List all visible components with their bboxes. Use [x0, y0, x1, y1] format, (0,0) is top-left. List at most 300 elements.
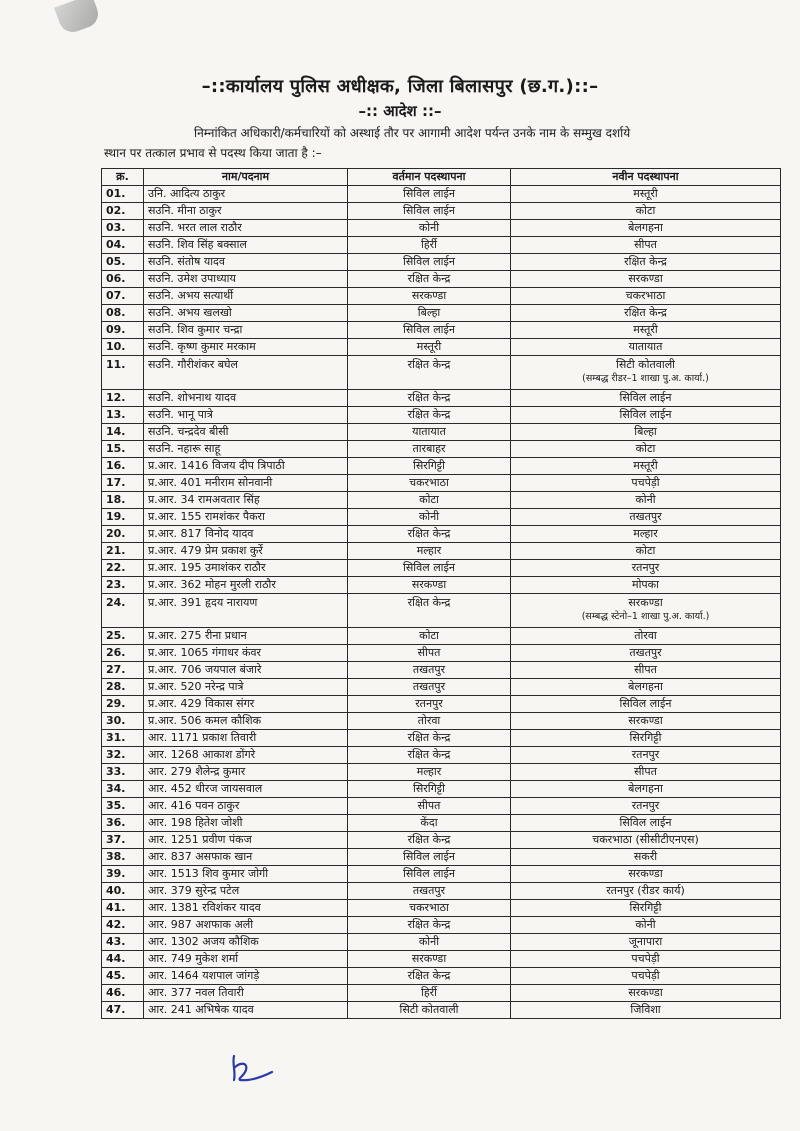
employee-name-cell-text: आर. 1464 यशपाल जांगड़े [148, 969, 260, 982]
employee-name-cell [144, 968, 348, 985]
current-posting-cell [348, 458, 511, 475]
employee-name-cell [144, 883, 348, 900]
new-posting-cell [511, 475, 781, 492]
table-row [102, 509, 781, 526]
employee-name-cell-text: आर. 1381 रविशंकर यादव [148, 901, 261, 914]
current-posting-cell [348, 543, 511, 560]
employee-name-cell-text: आर. 241 अभिषेक यादव [148, 1003, 254, 1016]
table-row [102, 781, 781, 798]
table-row [102, 458, 781, 475]
serial-number-cell-text: 40. [106, 884, 126, 897]
current-posting-cell [348, 407, 511, 424]
table-row [102, 390, 781, 407]
serial-number-cell [102, 509, 144, 526]
serial-number-cell-text: 44. [106, 952, 126, 965]
new-posting-cell [511, 985, 781, 1002]
serial-number-cell [102, 764, 144, 781]
employee-name-cell-text: प्र.आर. 362 मोहन मुरली राठौर [148, 578, 276, 591]
employee-name-cell-text: सउनि. शिव कुमार चन्द्रा [148, 323, 243, 336]
employee-name-cell [144, 322, 348, 339]
serial-number-cell-text: 36. [106, 816, 126, 829]
current-posting-cell-text: कोनी [418, 221, 440, 234]
table-row [102, 968, 781, 985]
serial-number-cell [102, 186, 144, 203]
employee-name-cell [144, 577, 348, 594]
current-posting-cell-text: मल्हार [416, 765, 442, 778]
table-row [102, 186, 781, 203]
new-posting-cell [511, 747, 781, 764]
new-posting-cell-text: सिविल लाईन [619, 697, 672, 710]
table-row [102, 985, 781, 1002]
current-posting-cell-text: रतनपुर [415, 697, 443, 710]
employee-name-cell-text: सउनि. चन्द्रदेव बीसी [148, 425, 229, 438]
current-posting-cell-text: मस्तूरी [416, 340, 442, 353]
serial-number-cell-text: 01. [106, 187, 126, 200]
table-row [102, 356, 781, 390]
new-posting-cell-text: चकरभाठा (सीसीटीएनएस) [592, 833, 699, 846]
new-posting-cell-text: सरकण्डा [628, 986, 663, 999]
serial-number-cell [102, 254, 144, 271]
current-posting-cell-text: रक्षित केन्द्र [407, 358, 451, 371]
current-posting-cell [348, 781, 511, 798]
table-row [102, 339, 781, 356]
current-posting-cell [348, 849, 511, 866]
serial-number-cell [102, 560, 144, 577]
serial-number-cell-text: 12. [106, 391, 126, 404]
new-posting-cell-text: सिविल लाईन [619, 391, 672, 404]
col-header-new-posting: नवीन पदस्थापना [511, 169, 781, 186]
serial-number-cell-text: 47. [106, 1003, 126, 1016]
new-posting-cell [511, 186, 781, 203]
table-row [102, 628, 781, 645]
employee-name-cell [144, 866, 348, 883]
current-posting-cell [348, 679, 511, 696]
employee-name-cell [144, 985, 348, 1002]
employee-name-cell-text: प्र.आर. 506 कमल कौशिक [148, 714, 262, 727]
serial-number-cell [102, 696, 144, 713]
table-row [102, 662, 781, 679]
new-posting-cell [511, 526, 781, 543]
employee-name-cell-text: आर. 1268 आकाश डोंगरे [148, 748, 256, 761]
current-posting-cell [348, 475, 511, 492]
new-posting-cell-text: रतनपुर [631, 799, 660, 812]
current-posting-cell-text: बिल्हा [417, 306, 441, 319]
table-row [102, 475, 781, 492]
serial-number-cell [102, 356, 144, 390]
current-posting-cell [348, 645, 511, 662]
new-posting-cell-text: रतनपुर (रीडर कार्य) [606, 884, 685, 897]
new-posting-cell-text: रतनपुर [631, 748, 660, 761]
new-posting-cell-text: रक्षित केन्द्र [624, 306, 667, 319]
new-posting-cell [511, 390, 781, 407]
new-posting-cell [511, 288, 781, 305]
current-posting-cell-text: सिविल लाईन [402, 561, 456, 574]
serial-number-cell [102, 781, 144, 798]
table-row [102, 849, 781, 866]
employee-name-cell-text: सउनि. अभय खलखो [148, 306, 232, 319]
current-posting-cell-text: हिर्री [420, 238, 438, 251]
table-row [102, 1002, 781, 1019]
employee-name-cell [144, 271, 348, 288]
table-row [102, 934, 781, 951]
serial-number-cell [102, 390, 144, 407]
current-posting-cell [348, 390, 511, 407]
employee-name-cell [144, 543, 348, 560]
employee-name-cell-text: सउनि. अभय सत्यार्थी [148, 289, 234, 302]
current-posting-cell-text: रक्षित केन्द्र [407, 748, 451, 761]
current-posting-cell [348, 900, 511, 917]
new-posting-cell [511, 798, 781, 815]
employee-name-cell [144, 696, 348, 713]
current-posting-cell [348, 288, 511, 305]
employee-name-cell-text: सउनि. संतोष यादव [148, 255, 226, 268]
table-row [102, 441, 781, 458]
table-row [102, 407, 781, 424]
serial-number-cell [102, 815, 144, 832]
table-row [102, 696, 781, 713]
new-posting-cell [511, 356, 781, 390]
new-posting-cell-text: बेलगहना [628, 782, 663, 795]
serial-number-cell [102, 832, 144, 849]
new-posting-cell [511, 407, 781, 424]
table-row [102, 764, 781, 781]
current-posting-cell [348, 832, 511, 849]
table-row [102, 254, 781, 271]
table-row [102, 951, 781, 968]
employee-name-cell [144, 492, 348, 509]
new-posting-cell [511, 441, 781, 458]
current-posting-cell-text: सीपत [417, 799, 441, 812]
new-posting-cell-text: सरकण्डा [628, 272, 663, 285]
new-posting-cell [511, 424, 781, 441]
new-posting-cell [511, 866, 781, 883]
employee-name-cell-text: आर. 198 हितेश जोशी [148, 816, 243, 829]
current-posting-cell [348, 186, 511, 203]
current-posting-cell-text: रक्षित केन्द्र [407, 731, 451, 744]
current-posting-cell-text: सिविल लाईन [402, 204, 456, 217]
serial-number-cell-text: 29. [106, 697, 126, 710]
employee-name-cell-text: आर. 1302 अजय कौशिक [148, 935, 259, 948]
employee-name-cell [144, 339, 348, 356]
table-row [102, 322, 781, 339]
employee-name-cell-text: आर. 837 असफाक खान [148, 850, 253, 863]
table-row [102, 305, 781, 322]
employee-name-cell-text: सउनि. शोभनाथ यादव [148, 391, 237, 404]
current-posting-cell-text: सिटी कोतवाली [399, 1003, 459, 1016]
signature-mark [226, 1050, 276, 1085]
current-posting-cell-text: तोरवा [417, 714, 441, 727]
new-posting-cell-text: सिरगिट्टी [629, 901, 662, 914]
new-posting-cell-text: सिरगिट्टी [629, 731, 662, 744]
employee-name-cell-text: प्र.आर. 817 विनोद यादव [148, 527, 254, 540]
employee-name-cell [144, 679, 348, 696]
new-posting-cell-text: यातायात [628, 340, 663, 353]
new-posting-cell-text: तोरवा [634, 629, 657, 642]
new-posting-cell [511, 968, 781, 985]
new-posting-cell-text: बिल्हा [634, 425, 657, 438]
table-row [102, 747, 781, 764]
current-posting-cell-text: केंदा [420, 816, 438, 829]
serial-number-cell-text: 37. [106, 833, 126, 846]
employee-name-cell [144, 560, 348, 577]
table-row [102, 679, 781, 696]
employee-name-cell [144, 645, 348, 662]
serial-number-cell-text: 18. [106, 493, 126, 506]
current-posting-cell [348, 220, 511, 237]
serial-number-cell-text: 24. [106, 596, 126, 609]
employee-name-cell [144, 424, 348, 441]
order-intro [104, 123, 776, 163]
serial-number-cell-text: 06. [106, 272, 126, 285]
col-header-name: नाम/पदनाम [144, 169, 348, 186]
new-posting-cell-text: रक्षित केन्द्र [624, 255, 667, 268]
serial-number-cell [102, 849, 144, 866]
current-posting-cell-text: चकरभाठा [409, 476, 449, 489]
current-posting-cell [348, 662, 511, 679]
employee-name-cell [144, 832, 348, 849]
employee-name-cell-text: आर. 1251 प्रवीण पंकज [148, 833, 252, 846]
intro-line-2: स्थान पर तत्काल प्रभाव से पदस्थ किया जाता है :– [104, 146, 322, 160]
new-posting-cell [511, 934, 781, 951]
serial-number-cell-text: 03. [106, 221, 126, 234]
new-posting-cell [511, 543, 781, 560]
attachment-note: (सम्बद्ध स्टेनो–1 शाखा पु.अ. कार्या.) [581, 611, 710, 622]
employee-name-cell [144, 509, 348, 526]
current-posting-cell [348, 492, 511, 509]
serial-number-cell [102, 322, 144, 339]
current-posting-cell [348, 424, 511, 441]
current-posting-cell-text: रक्षित केन्द्र [407, 391, 451, 404]
table-row [102, 577, 781, 594]
serial-number-cell-text: 39. [106, 867, 126, 880]
current-posting-cell [348, 339, 511, 356]
current-posting-cell-text: कोनी [418, 935, 440, 948]
employee-name-cell [144, 798, 348, 815]
serial-number-cell [102, 798, 144, 815]
employee-name-cell-text: आर. 416 पवन ठाकुर [148, 799, 240, 812]
current-posting-cell-text: यातायात [412, 425, 446, 438]
serial-number-cell-text: 07. [106, 289, 126, 302]
table-row [102, 526, 781, 543]
serial-number-cell [102, 492, 144, 509]
new-posting-cell-text: तखतपुर [629, 510, 662, 523]
table-row [102, 866, 781, 883]
new-posting-cell-text: सीपत [634, 663, 657, 676]
current-posting-cell [348, 594, 511, 628]
table-row [102, 900, 781, 917]
current-posting-cell-text: सिरगिट्टी [412, 459, 446, 472]
table-row [102, 917, 781, 934]
new-posting-cell [511, 917, 781, 934]
employee-name-cell [144, 237, 348, 254]
current-posting-cell [348, 883, 511, 900]
serial-number-cell [102, 526, 144, 543]
table-row [102, 424, 781, 441]
new-posting-cell [511, 220, 781, 237]
employee-name-cell-text: सउनि. गौरीशंकर बघेल [148, 358, 238, 371]
serial-number-cell-text: 46. [106, 986, 126, 999]
serial-number-cell [102, 441, 144, 458]
serial-number-cell [102, 475, 144, 492]
current-posting-cell-text: सिरगिट्टी [412, 782, 446, 795]
new-posting-cell-text: सिविल लाईन [619, 408, 672, 421]
attachment-note: (सम्बद्ध रीडर–1 शाखा पु.अ. कार्या.) [582, 373, 709, 384]
serial-number-cell-text: 15. [106, 442, 126, 455]
new-posting-cell-text: चकरभाठा [625, 289, 666, 302]
employee-name-cell [144, 1002, 348, 1019]
new-posting-cell [511, 594, 781, 628]
employee-name-cell-text: आर. 749 मुकेश शर्मा [148, 952, 239, 965]
new-posting-cell [511, 781, 781, 798]
new-posting-cell-text: कोटा [635, 544, 656, 557]
new-posting-cell [511, 203, 781, 220]
col-header-current-posting: वर्तमान पदस्थापना [348, 169, 511, 186]
current-posting-cell [348, 934, 511, 951]
serial-number-cell-text: 22. [106, 561, 126, 574]
current-posting-cell [348, 628, 511, 645]
new-posting-cell-text: सीपत [634, 238, 657, 251]
serial-number-cell-text: 26. [106, 646, 126, 659]
current-posting-cell [348, 441, 511, 458]
table-row [102, 492, 781, 509]
new-posting-cell-text: बेलगहना [628, 680, 663, 693]
current-posting-cell [348, 917, 511, 934]
new-posting-cell [511, 832, 781, 849]
serial-number-cell-text: 19. [106, 510, 126, 523]
serial-number-cell-text: 21. [106, 544, 126, 557]
employee-name-cell-text: सउनि. भानू पात्रे [148, 408, 213, 421]
employee-name-cell [144, 594, 348, 628]
new-posting-cell [511, 679, 781, 696]
serial-number-cell-text: 10. [106, 340, 126, 353]
new-posting-cell [511, 322, 781, 339]
current-posting-cell-text: कोटा [419, 629, 439, 642]
serial-number-cell [102, 900, 144, 917]
new-posting-cell [511, 764, 781, 781]
table-row [102, 271, 781, 288]
table-row [102, 730, 781, 747]
employee-name-cell-text: सउनि. कृष्ण कुमार मरकाम [148, 340, 256, 353]
new-posting-cell [511, 492, 781, 509]
employee-name-cell-text: प्र.आर. 391 हृदय नारायण [148, 596, 258, 609]
table-row [102, 220, 781, 237]
table-row [102, 237, 781, 254]
serial-number-cell-text: 33. [106, 765, 126, 778]
current-posting-cell-text: तखतपुर [412, 663, 446, 676]
current-posting-cell-text: सिविल लाईन [402, 323, 456, 336]
serial-number-cell [102, 679, 144, 696]
table-row [102, 832, 781, 849]
employee-name-cell [144, 305, 348, 322]
current-posting-cell [348, 815, 511, 832]
employee-name-cell-text: प्र.आर. 401 मनीराम सोनवानी [148, 476, 273, 489]
new-posting-cell [511, 458, 781, 475]
serial-number-cell [102, 628, 144, 645]
new-posting-cell-text: सीपत [634, 765, 657, 778]
serial-number-cell [102, 747, 144, 764]
serial-number-cell [102, 1002, 144, 1019]
office-title: –::कार्यालय पुलिस अधीक्षक, जिला बिलासपुर (छ.ग.)::– [201, 76, 599, 97]
employee-name-cell-text: आर. 1513 शिव कुमार जोगी [148, 867, 269, 880]
employee-name-cell [144, 900, 348, 917]
employee-name-cell-text: आर. 452 धीरज जायसवाल [148, 782, 263, 795]
new-posting-cell [511, 951, 781, 968]
employee-name-cell [144, 917, 348, 934]
new-posting-cell [511, 305, 781, 322]
new-posting-cell [511, 696, 781, 713]
serial-number-cell [102, 271, 144, 288]
serial-number-cell [102, 543, 144, 560]
new-posting-cell [511, 560, 781, 577]
serial-number-cell [102, 730, 144, 747]
serial-number-cell [102, 594, 144, 628]
current-posting-cell-text: तखतपुर [412, 884, 446, 897]
employee-name-cell [144, 951, 348, 968]
serial-number-cell [102, 917, 144, 934]
table-header-row [102, 169, 781, 186]
current-posting-cell [348, 764, 511, 781]
serial-number-cell-text: 05. [106, 255, 126, 268]
employee-name-cell [144, 288, 348, 305]
employee-name-cell [144, 356, 348, 390]
current-posting-cell [348, 509, 511, 526]
table-row [102, 815, 781, 832]
serial-number-cell-text: 43. [106, 935, 126, 948]
serial-number-cell [102, 713, 144, 730]
table-row [102, 543, 781, 560]
new-posting-cell [511, 1002, 781, 1019]
current-posting-cell-text: सिविल लाईन [402, 850, 456, 863]
current-posting-cell [348, 271, 511, 288]
current-posting-cell-text: सिविल लाईन [402, 867, 456, 880]
serial-number-cell [102, 934, 144, 951]
current-posting-cell [348, 713, 511, 730]
employee-name-cell [144, 407, 348, 424]
serial-number-cell-text: 20. [106, 527, 126, 540]
serial-number-cell [102, 662, 144, 679]
serial-number-cell-text: 31. [106, 731, 126, 744]
table-row [102, 713, 781, 730]
current-posting-cell [348, 322, 511, 339]
table-row [102, 288, 781, 305]
serial-number-cell [102, 305, 144, 322]
new-posting-cell-text: सिविल लाईन [619, 816, 672, 829]
new-posting-cell [511, 628, 781, 645]
current-posting-cell-text: तखतपुर [412, 680, 446, 693]
current-posting-cell [348, 203, 511, 220]
new-posting-cell [511, 271, 781, 288]
new-posting-cell-text: कोटा [635, 204, 656, 217]
employee-name-cell-text: प्र.आर. 155 रामशंकर पैकरा [148, 510, 265, 523]
employee-name-cell-text: प्र.आर. 1065 गंगाधर कंवर [148, 646, 262, 659]
employee-name-cell [144, 730, 348, 747]
serial-number-cell-text: 35. [106, 799, 126, 812]
serial-number-cell-text: 17. [106, 476, 126, 489]
serial-number-cell-text: 28. [106, 680, 126, 693]
serial-number-cell-text: 08. [106, 306, 126, 319]
new-posting-cell-text: पचपेड़ी [631, 952, 660, 965]
employee-name-cell-text: आर. 1171 प्रकाश तिवारी [148, 731, 257, 744]
serial-number-cell [102, 203, 144, 220]
new-posting-cell [511, 730, 781, 747]
new-posting-cell-text: पचपेड़ी [631, 969, 660, 982]
col-header-serial: क्र. [102, 169, 144, 186]
employee-name-cell [144, 441, 348, 458]
serial-number-cell [102, 866, 144, 883]
serial-number-cell-text: 11. [106, 358, 126, 371]
current-posting-cell [348, 730, 511, 747]
table-row [102, 594, 781, 628]
